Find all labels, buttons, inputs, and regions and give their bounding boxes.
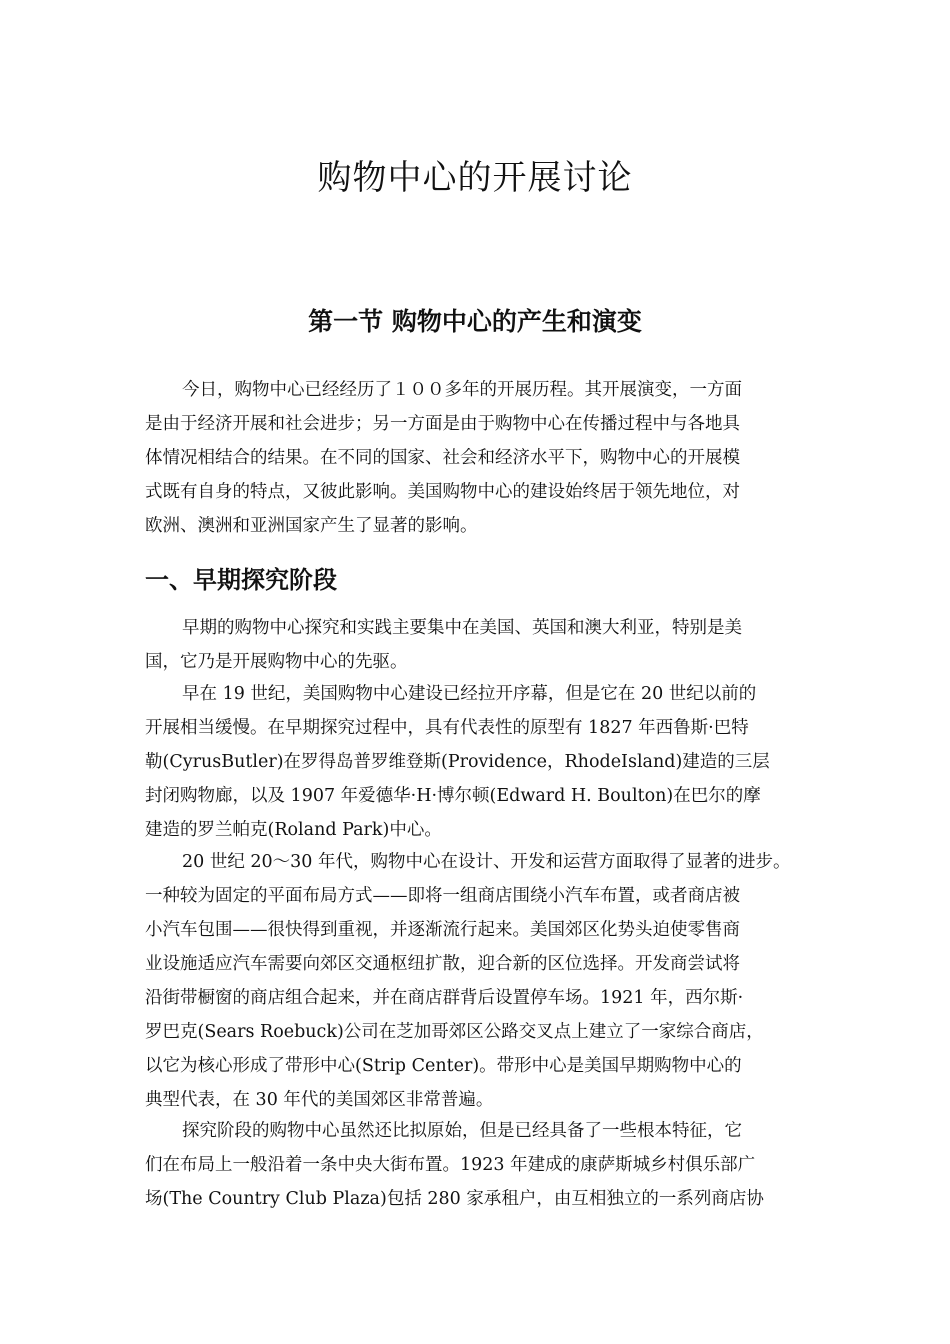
text-line: 建造的罗兰帕克(Roland Park)中心。: [145, 820, 442, 840]
paragraph-early-exploration: [145, 611, 825, 679]
text-line: 封闭购物廊，以及 1907 年爱德华·H·博尔顿(Edward H. Boulton)在巴尔的摩: [145, 786, 761, 806]
text-line: 勒(CyrusButler)在罗得岛普罗维登斯(Providence，RhodeIsland)建造的三层: [145, 752, 770, 772]
subsection-heading: 一、早期探究阶段: [145, 566, 337, 594]
text-line: 是由于经济开展和社会进步；另一方面是由于购物中心在传播过程中与各地具: [145, 414, 740, 434]
text-line: 沿街带橱窗的商店组合起来，并在商店群背后设置停车场。1921 年，西尔斯·: [145, 988, 744, 1008]
document-title: 购物中心的开展讨论: [317, 158, 633, 198]
text-line: 一种较为固定的平面布局方式——即将一组商店围绕小汽车布置，或者商店被: [145, 886, 740, 906]
paragraph-exploration-stage: [145, 1114, 825, 1216]
section-heading: 第一节 购物中心的产生和演变: [308, 307, 642, 336]
paragraph-19th-century: [145, 677, 825, 847]
text-line: 探究阶段的购物中心虽然还比拟原始，但是已经具备了一些根本特征，它: [182, 1121, 742, 1141]
text-line: 早期的购物中心探究和实践主要集中在美国、英国和澳大利亚，特别是美: [182, 618, 742, 638]
text-line: 式既有自身的特点，又彼此影响。美国购物中心的建设始终居于领先地位，对: [145, 482, 740, 502]
text-line: 早在 19 世纪，美国购物中心建设已经拉开序幕，但是它在 20 世纪以前的: [182, 684, 757, 704]
paragraph-intro: [145, 373, 825, 543]
paragraph-1920s-1930s: [145, 845, 825, 1117]
text-line: 罗巴克(Sears Roebuck)公司在芝加哥郊区公路交叉点上建立了一家综合商店，: [145, 1022, 764, 1042]
text-line: 欧洲、澳洲和亚洲国家产生了显著的影响。: [145, 516, 478, 536]
text-line: 以它为核心形成了带形中心(Strip Center)。带形中心是美国早期购物中心的: [145, 1056, 742, 1076]
text-line: 场(The Country Club Plaza)包括 280 家承租户，由互相独立的一系列商店协: [145, 1189, 764, 1209]
text-line: 今日，购物中心已经经历了１００多年的开展历程。其开展演变，一方面: [182, 380, 742, 400]
text-line: 典型代表，在 30 年代的美国郊区非常普遍。: [145, 1090, 494, 1110]
text-line: 开展相当缓慢。在早期探究过程中，具有代表性的原型有 1827 年西鲁斯·巴特: [145, 718, 749, 738]
text-line: 国，它乃是开展购物中心的先驱。: [145, 652, 408, 672]
text-line: 20 世纪 20～30 年代，购物中心在设计、开发和运营方面取得了显著的进步。: [182, 852, 791, 872]
text-line: 业设施适应汽车需要向郊区交通枢纽扩散，迎合新的区位选择。开发商尝试将: [145, 954, 740, 974]
text-line: 小汽车包围——很快得到重视，并逐渐流行起来。美国郊区化势头迫使零售商: [145, 920, 740, 940]
text-line: 们在布局上一般沿着一条中央大街布置。1923 年建成的康萨斯城乡村俱乐部广: [145, 1155, 756, 1175]
text-line: 体情况相结合的结果。在不同的国家、社会和经济水平下，购物中心的开展模: [145, 448, 740, 468]
